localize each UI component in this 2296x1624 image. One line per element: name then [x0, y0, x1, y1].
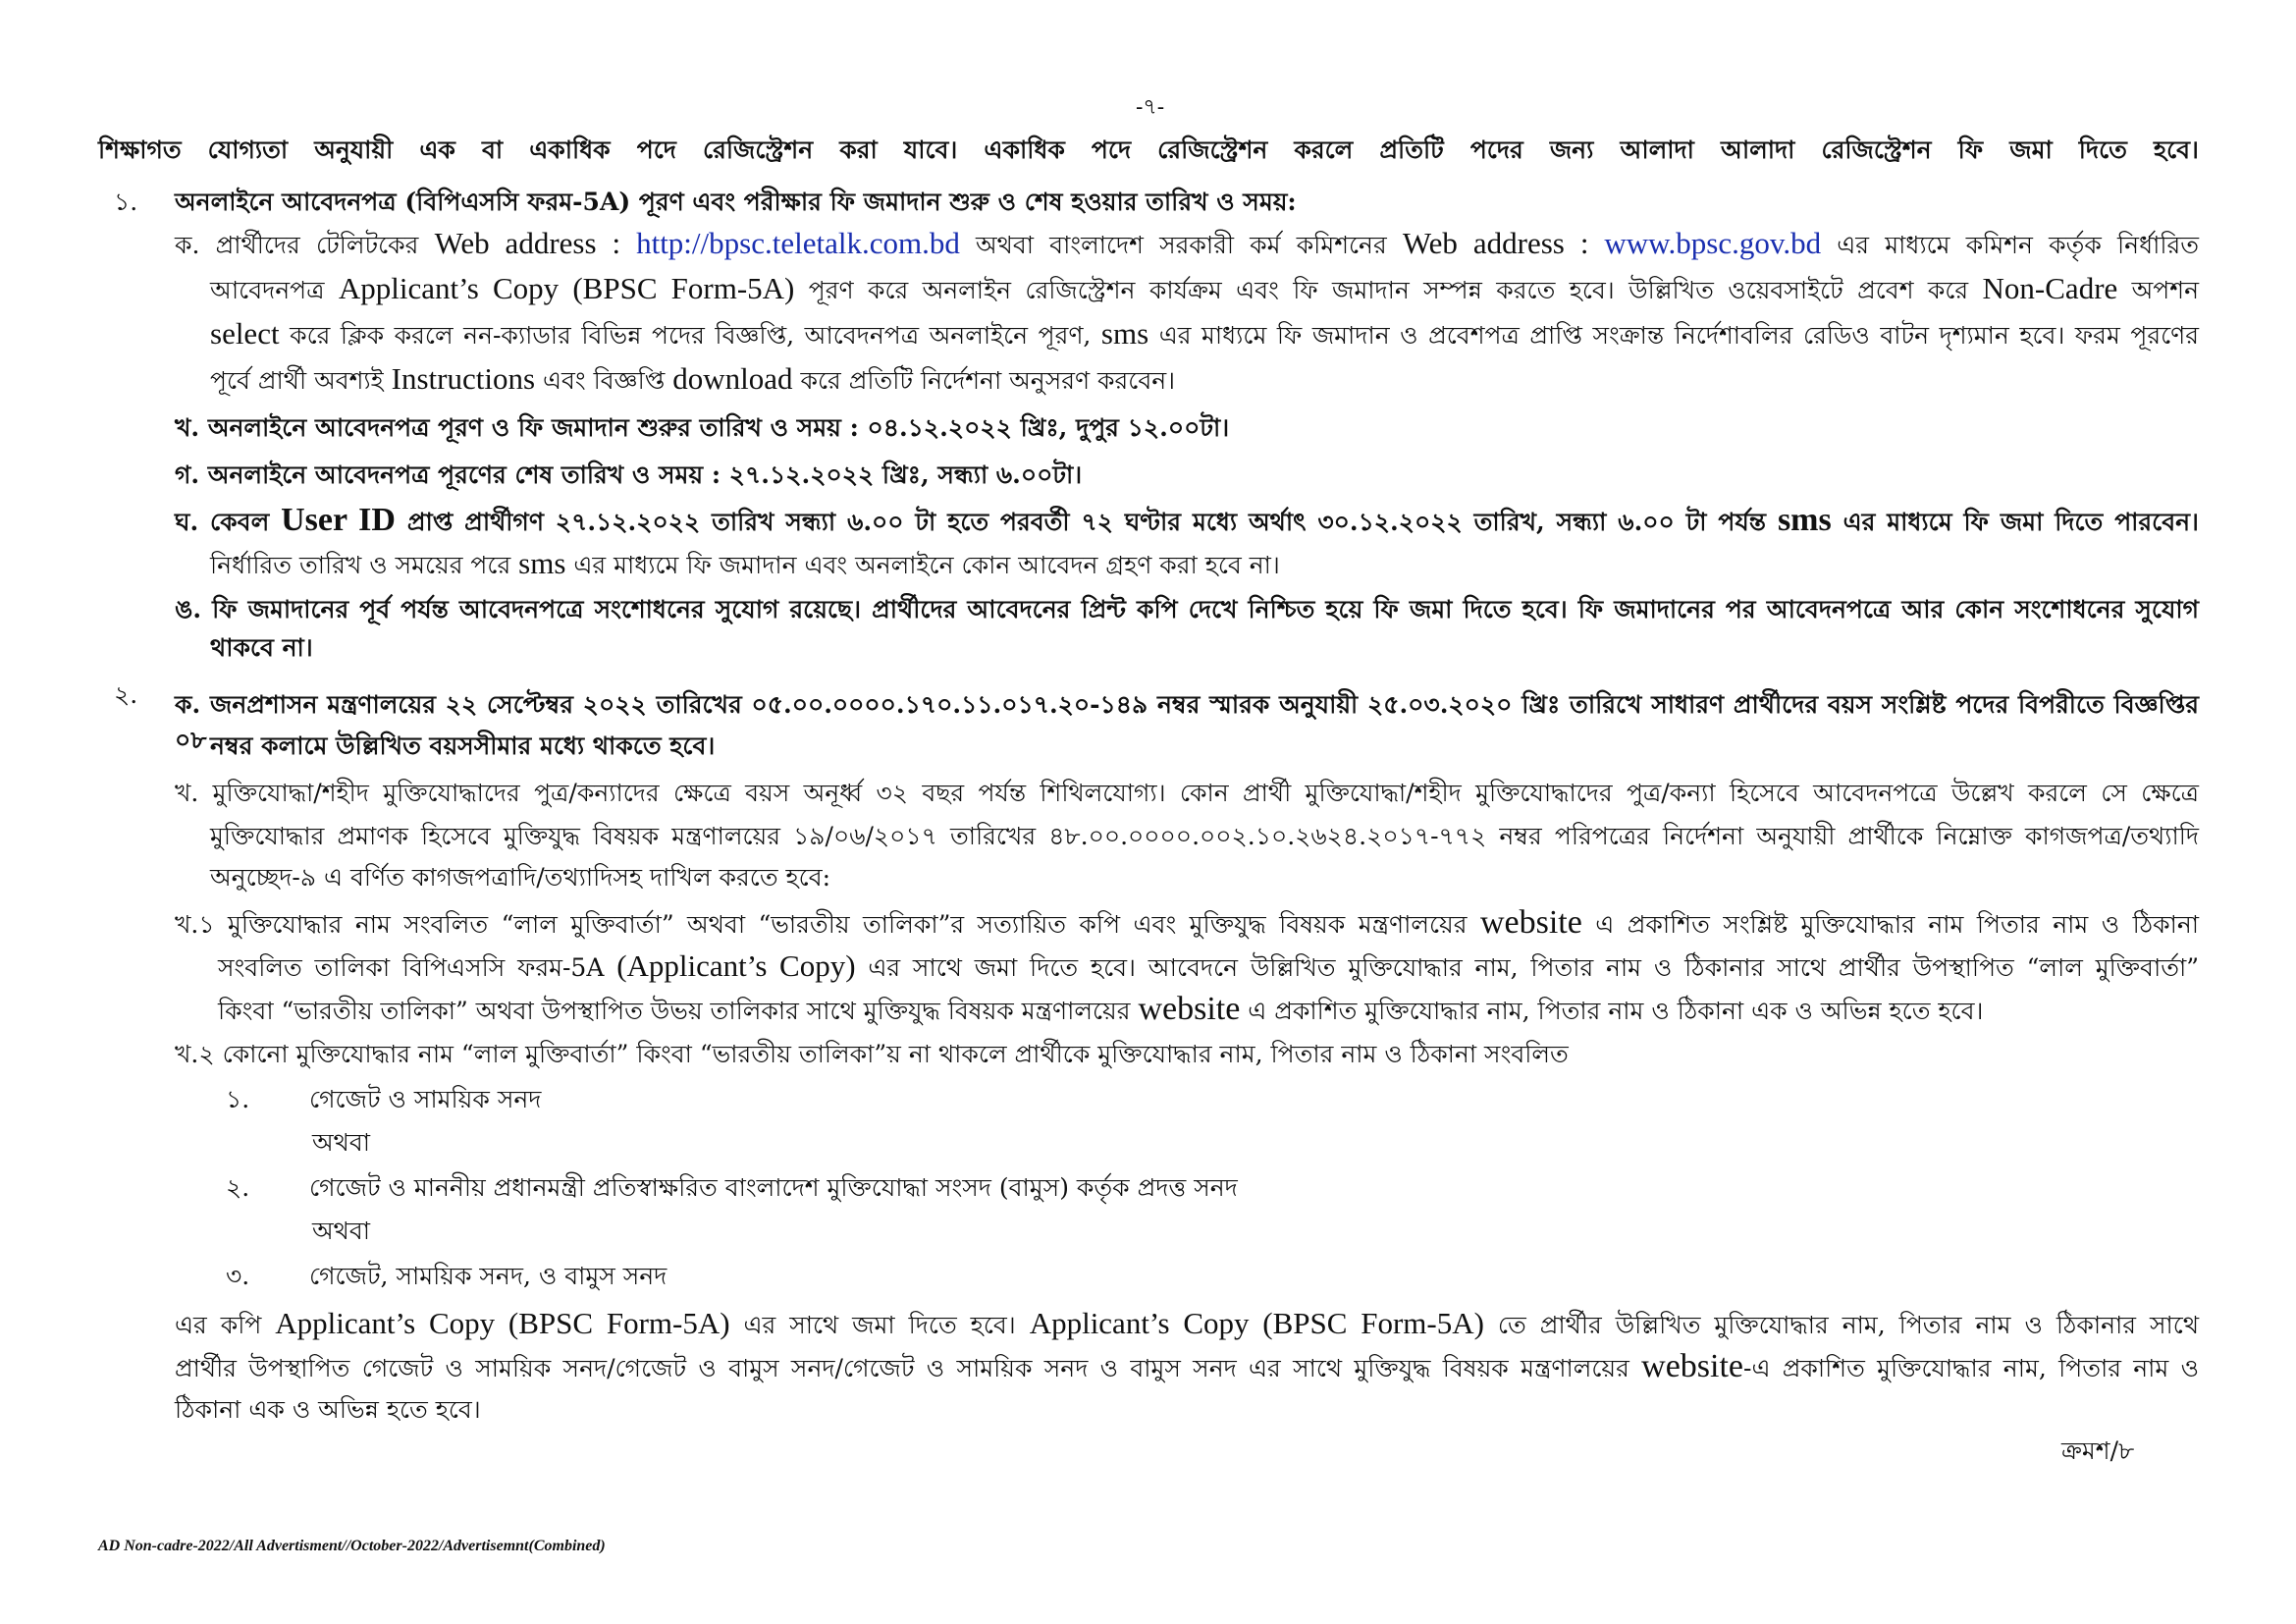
- list-item-2-number: ২.: [226, 1173, 250, 1202]
- list-item-1-number: ১.: [226, 1085, 250, 1113]
- section-1-gha-line-2: নির্ধারিত তারিখ ও সময়ের পরে sms এর মাধ্যমে ফি জমাদান এবং অনলাইনে কোন আবেদন গ্রহণ করা হবে না।: [210, 546, 1280, 580]
- section-2-kha-line-2: মুক্তিযোদ্ধার প্রমাণক হিসেবে মুক্তিযুদ্ধ বিষয়ক মন্ত্রণালয়ের ১৯/০৬/২০১৭ তারিখের ৪৮.০০.০০০০.০০২.১০.২৬২৪.২০১৭-৭৭২ নম্বর পরিপত্রের নির্দেশনা অনুযায়ী প্রার্থীকে নিম্নোক্ত কাগজপত্র/তথ্যাদি: [210, 822, 2199, 850]
- section-2-kha-line-3: অনুচ্ছেদ-৯ এ বর্ণিত কাগজপত্রাদি/তথ্যাদিসহ দাখিল করতে হবে:: [210, 863, 831, 892]
- list-item-3-number: ৩.: [226, 1262, 250, 1290]
- bpsc-link[interactable]: www.bpsc.gov.bd: [1604, 226, 1822, 260]
- section-2-ka-line-1: ক. জনপ্রশাসন মন্ত্রণালয়ের ২২ সেপ্টেম্বর ২০২২ তারিখের ০৫.০০.০০০০.১৭০.১১.০১৭.২০-১৪৯ নম্বর স্মারক অনুযায়ী ২৫.০৩.২০২০ খ্রিঃ তারিখে সাধারণ প্রার্থীদের বয়স সংশ্লিষ্ট পদের বিপরীতে বিজ্ঞপ্তির ০৮: [175, 690, 2199, 754]
- section-2-ka-line-2: নম্বর কলামে উল্লিখিত বয়সসীমার মধ্যে থাকতে হবে।: [210, 731, 716, 760]
- section-1-ka-line-1: ক. প্রার্থীদের টেলিটকের Web address : http://bpsc.teletalk.com.bd অথবা বাংলাদেশ সরকারী কর্ম কমিশনের Web address : www.bpsc.gov.bd এর মাধ্যমে কমিশন কর্তৃক নির্ধারিত: [175, 226, 2199, 260]
- section-1-ka-line-3: select করে ক্লিক করলে নন-ক্যাডার বিভিন্ন পদের বিজ্ঞপ্তি, আবেদনপত্র অনলাইনে পূরণ, sms এর মাধ্যমে ফি জমাদান ও প্রবেশপত্র প্রাপ্তি সংক্রান্ত নির্দেশাবলির রেডিও বাটন দৃশ্যমান হবে। ফরম পূরণের: [210, 316, 2199, 351]
- closing-line-1: এর কপি Applicant’s Copy (BPSC Form-5A) এর সাথে জমা দিতে হবে। Applicant’s Copy (BPSC Form-5A) তে প্রার্থীর উল্লিখিত মুক্তিযোদ্ধার নাম, পিতার নাম ও ঠিকানার সাথে: [175, 1306, 2200, 1340]
- section-2-kha1-line-1: খ.১ মুক্তিযোদ্ধার নাম সংবলিত “লাল মুক্তিবার্তা” অথবা “ভারতীয় তালিকা”র সত্যায়িত কপি এবং মুক্তিযুদ্ধ বিষয়ক মন্ত্রণালয়ের website এ প্রকাশিত সংশ্লিষ্ট মুক্তিযোদ্ধার নাম পিতার নাম ও ঠিকানা: [175, 904, 2200, 941]
- footer-reference: AD Non-cadre-2022/All Advertisment//October-2022/Advertisemnt(Combined): [98, 1538, 606, 1554]
- closing-line-2: প্রার্থীর উপস্থাপিত গেজেট ও সাময়িক সনদ/গেজেট ও বামুস সনদ/গেজেট ও সাময়িক সনদ ও বামুস সনদ এর সাথে মুক্তিযুদ্ধ বিষয়ক মন্ত্রণালয়ের website-এ প্রকাশিত মুক্তিযোদ্ধার নাম, পিতার নাম ও: [175, 1348, 2199, 1384]
- closing-line-3: ঠিকানা এক ও অভিন্ন হতে হবে।: [175, 1395, 481, 1424]
- or-label-1: অথবা: [312, 1128, 371, 1157]
- intro-paragraph: শিক্ষাগত যোগ্যতা অনুযায়ী এক বা একাধিক পদে রেজিস্ট্রেশন করা যাবে। একাধিক পদে রেজিস্ট্রেশন করলে প্রতিটি পদের জন্য আলাদা আলাদা রেজিস্ট্রেশন ফি জমা দিতে হবে।: [98, 135, 2199, 164]
- section-2-kha2-line-1: খ.২ কোনো মুক্তিযোদ্ধার নাম “লাল মুক্তিবার্তা” কিংবা “ভারতীয় তালিকা”য় না থাকলে প্রার্থীকে মুক্তিযোদ্ধার নাম, পিতার নাম ও ঠিকানা সংবলিত: [175, 1040, 1569, 1068]
- section-1-uma-line-2: থাকবে না।: [210, 633, 313, 662]
- section-1-ka-line-4: পূর্বে প্রার্থী অবশ্যই Instructions এবং বিজ্ঞপ্তি download করে প্রতিটি নির্দেশনা অনুসরণ করবেন।: [210, 361, 1176, 396]
- section-1-ga: গ. অনলাইনে আবেদনপত্র পূরণের শেষ তারিখ ও সময় : ২৭.১২.২০২২ খ্রিঃ, সন্ধ্যা ৬.০০টা।: [175, 460, 1083, 489]
- section-1-ka-line-2: আবেদনপত্র Applicant’s Copy (BPSC Form-5A) পূরণ করে অনলাইন রেজিস্ট্রেশন কার্যক্রম এবং ফি জমাদান সম্পন্ন করতে হবে। উল্লিখিত ওয়েবসাইটে প্রবেশ করে Non-Cadre অপশন: [210, 271, 2199, 305]
- section-1-gha-line-1: ঘ. কেবল User ID প্রাপ্ত প্রার্থীগণ ২৭.১২.২০২২ তারিখ সন্ধ্যা ৬.০০ টা হতে পরবর্তী ৭২ ঘণ্টার মধ্যে অর্থাৎ ৩০.১২.২০২২ তারিখ, সন্ধ্যা ৬.০০ টা পর্যন্ত sms এর মাধ্যমে ফি জমা দিতে পারবেন।: [175, 502, 2199, 538]
- list-item-2-text: গেজেট ও মাননীয় প্রধানমন্ত্রী প্রতিস্বাক্ষরিত বাংলাদেশ মুক্তিযোদ্ধা সংসদ (বামুস) কর্তৃক প্রদত্ত সনদ: [309, 1173, 1238, 1202]
- continued-label: ক্রমশ/৮: [2061, 1436, 2135, 1465]
- section-1-heading: অনলাইনে আবেদনপত্র (বিপিএসসি ফরম-5A) পূরণ এবং পরীক্ষার ফি জমাদান শুরু ও শেষ হওয়ার তারিখ ও সময়:: [175, 188, 1297, 216]
- or-label-2: অথবা: [312, 1217, 371, 1245]
- page-number: -৭-: [1136, 95, 1165, 120]
- list-item-1-text: গেজেট ও সাময়িক সনদ: [309, 1085, 542, 1113]
- section-2-number: ২.: [114, 680, 138, 709]
- section-2-kha-line-1: খ. মুক্তিযোদ্ধা/শহীদ মুক্তিযোদ্ধাদের পুত্র/কন্যাদের ক্ষেত্রে বয়স অনূর্ধ্ব ৩২ বছর পর্যন্ত শিথিলযোগ্য। কোন প্রার্থী মুক্তিযোদ্ধা/শহীদ মুক্তিযোদ্ধাদের পুত্র/কন্যা হিসেবে আবেদনপত্রে উল্লেখ করলে সে ক্ষেত্রে: [175, 779, 2199, 807]
- list-item-3-text: গেজেট, সাময়িক সনদ, ও বামুস সনদ: [309, 1262, 667, 1290]
- section-1-number: ১.: [114, 188, 138, 216]
- section-1-uma-line-1: ঙ. ফি জমাদানের পূর্ব পর্যন্ত আবেদনপত্রে সংশোধনের সুযোগ রয়েছে। প্রার্থীদের আবেদনের প্রিন্ট কপি দেখে নিশ্চিত হয়ে ফি জমা দিতে হবে। ফি জমাদানের পর আবেদনপত্রে আর কোন সংশোধনের সুযোগ: [175, 595, 2199, 623]
- section-2-kha1-line-2: সংবলিত তালিকা বিপিএসসি ফরম-5A (Applicant’s Copy) এর সাথে জমা দিতে হবে। আবেদনে উল্লিখিত মুক্তিযোদ্ধার নাম, পিতার নাম ও ঠিকানার সাথে প্রার্থীর উপস্থাপিত “লাল মুক্তিবার্তা”: [218, 948, 2199, 983]
- section-1-kha: খ. অনলাইনে আবেদনপত্র পূরণ ও ফি জমাদান শুরুর তারিখ ও সময় : ০৪.১২.২০২২ খ্রিঃ, দুপুর ১২.০০টা।: [175, 413, 1230, 442]
- teletalk-link[interactable]: http://bpsc.teletalk.com.bd: [636, 226, 960, 260]
- section-2-kha1-line-3: কিংবা “ভারতীয় তালিকা” অথবা উপস্থাপিত উভয় তালিকার সাথে মুক্তিযুদ্ধ বিষয়ক মন্ত্রণালয়ের website এ প্রকাশিত মুক্তিযোদ্ধার নাম, পিতার নাম ও ঠিকানা এক ও অভিন্ন হতে হবে।: [218, 991, 1984, 1027]
